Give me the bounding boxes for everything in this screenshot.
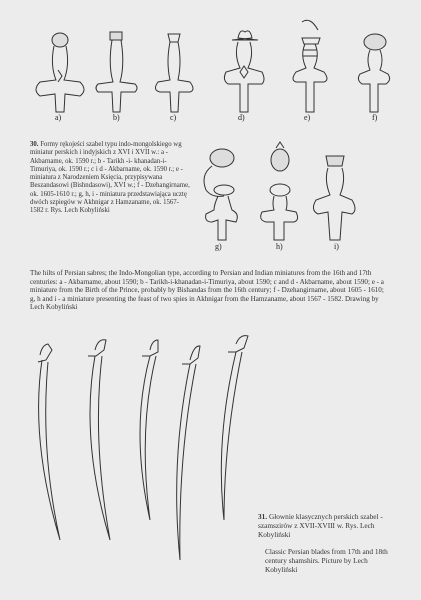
hilt-d-drawing [224, 31, 264, 112]
hilt-h-drawing [261, 142, 298, 240]
caption-30-polish-text: Formy rękojeści szabel typu indo-mongolskiego wg miniatur perskich i indyjskich z XVI i XVII w.: a - Akbarname, ok. 1590 r.; b - Tarikh -i- khanadan-i-Timuriya, ok. 1590 r.; c i d - Akbarname, ok. 1590 r.; e - miniatura z Narodzeniem Księcia, przypisywana Beszandasowi (Bishndasowi), XVI w.; f - Dzehangirname, ok. 1605-1610 r.; g, h, i - miniatura przedstawiająca ucztę dwóch szpiegów w Akhnigar z Hamzaname, ok. 1567-1582 r. Rys. Lech Kobyliński [30, 141, 190, 215]
hilt-g-drawing [204, 149, 237, 240]
hilt-a-label: a) [55, 113, 62, 122]
hilt-h-label: h) [276, 242, 283, 251]
hilt-c-drawing [155, 34, 193, 112]
hilt-f-drawing [358, 34, 389, 112]
hilt-g-label: g) [215, 242, 222, 251]
caption-30-polish [30, 141, 190, 216]
hilt-i-label: i) [334, 242, 339, 251]
caption-30-number: 30. [30, 141, 39, 148]
hilt-f-label: f) [372, 113, 378, 122]
hilt-a-drawing [36, 33, 84, 112]
caption-31-number: 31. [258, 512, 268, 521]
caption-31-polish-text: Głownie klasycznych perskich szabel - szamszirów z XVII-XVIII w. Rys. Lech Kobyliński [258, 512, 383, 539]
hilt-b-drawing [96, 32, 137, 112]
hilt-d-label: d) [238, 113, 245, 122]
hilt-e-label: e) [304, 113, 311, 122]
hilt-i-drawing [313, 156, 355, 240]
hilt-e-drawing [293, 20, 327, 112]
hilt-b-label: b) [113, 113, 120, 122]
caption-31-english: Classic Persian blades from 17th and 18th century shamshirs. Picture by Lech Kobyliński [265, 547, 388, 574]
caption-31-polish [258, 512, 393, 539]
hilt-c-label: c) [170, 113, 177, 122]
blades-drawing [38, 336, 248, 560]
caption-30-english: The hilts of Persian sabres; the Indo-Mongolian type, according to Persian and Indian miniatures from the 16th and 17th centuries: a - Akbarname, about 1590; b - Tarikh-i-khanadan-i-Timuriya, about 1590; c and d - Akbarname, about 1590; e - a miniature from the Birth of the Prince, probably by Bishandas from the 16th century; f - Dzehangirname, about 1605 - 1610; g, h and i - a miniature presenting the feast of two spies in Akhnigar from the Hamzaname, about 1567 - 1582. Drawing by Lech Kobyliński [30, 269, 384, 312]
